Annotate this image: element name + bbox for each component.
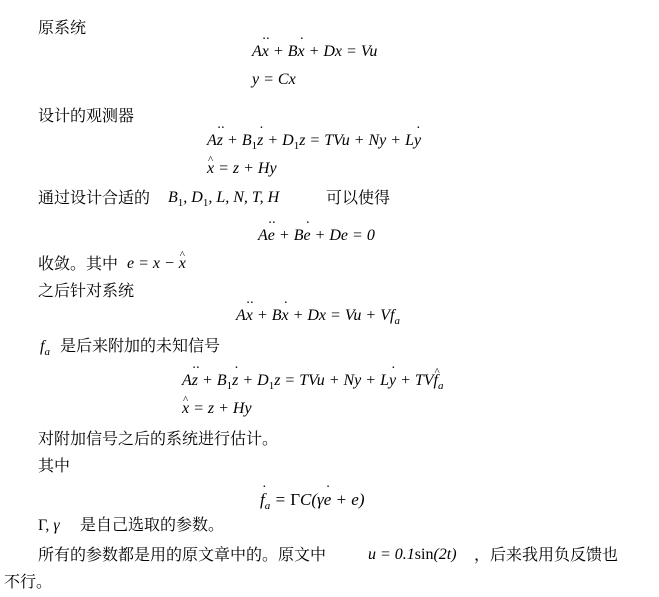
- error-dynamics-equation: A·· e + B· e + De = 0: [258, 226, 375, 246]
- converge-text: 收敛。其中: [38, 254, 119, 273]
- fa-description: 是后来附加的未知信号: [60, 336, 221, 355]
- observer2-equation-2: ^ x = z + Hy: [182, 399, 252, 419]
- final-text-3: 不行。: [4, 572, 53, 591]
- gamma-description: 是自己选取的参数。: [80, 515, 225, 534]
- estimate-text: 对附加信号之后的系统进行估计。: [38, 429, 279, 448]
- design-parameters: $B_1$, $D_1$, L, N, T, H: [168, 189, 280, 209]
- final-equation: u = 0.1sin(2t): [368, 546, 457, 563]
- design-text-suffix: 可以使得: [326, 188, 391, 207]
- design-text-prefix: 通过设计合适的: [38, 188, 151, 207]
- observer-label: 设计的观测器: [38, 106, 135, 125]
- adaptive-law-equation: · $f_a = \Gamma C(\gamma\cdot e + e)$: [260, 490, 364, 516]
- where-text: 其中: [38, 456, 71, 475]
- original-system-equation-2: y = Cx: [252, 71, 296, 88]
- final-text-1: 所有的参数都是用的原文章中的。原文中: [38, 545, 327, 564]
- observer2-equation-1: $A\cdot\cdot z + B_1\cdot z + D_1z$ = TVu + Ny + L· y + TV^ $f_a$: [182, 371, 444, 396]
- original-system-label: 原系统: [38, 18, 87, 37]
- fa-symbol: $f_a$: [40, 338, 50, 358]
- error-definition: e = x − ^ x: [127, 254, 186, 274]
- original-system-equation-1: A·· x + B· x + Dx = Vu: [252, 42, 377, 62]
- observer-equation-1: $A\cdot\cdot z + B_1\cdot z + D_1z$ = TVu + Ny + L· y: [207, 131, 421, 156]
- faulty-system-equation: $A\cdot\cdot x + B\cdot x + Dx = Vu + Vf_a$: [236, 306, 400, 331]
- gamma-symbols: Γ, γ: [38, 517, 60, 534]
- observer-equation-2: ^ x = z + Hy: [207, 159, 277, 179]
- final-text-2: ，后来我用负反馈也: [474, 545, 619, 564]
- then-text: 之后针对系统: [38, 281, 135, 300]
